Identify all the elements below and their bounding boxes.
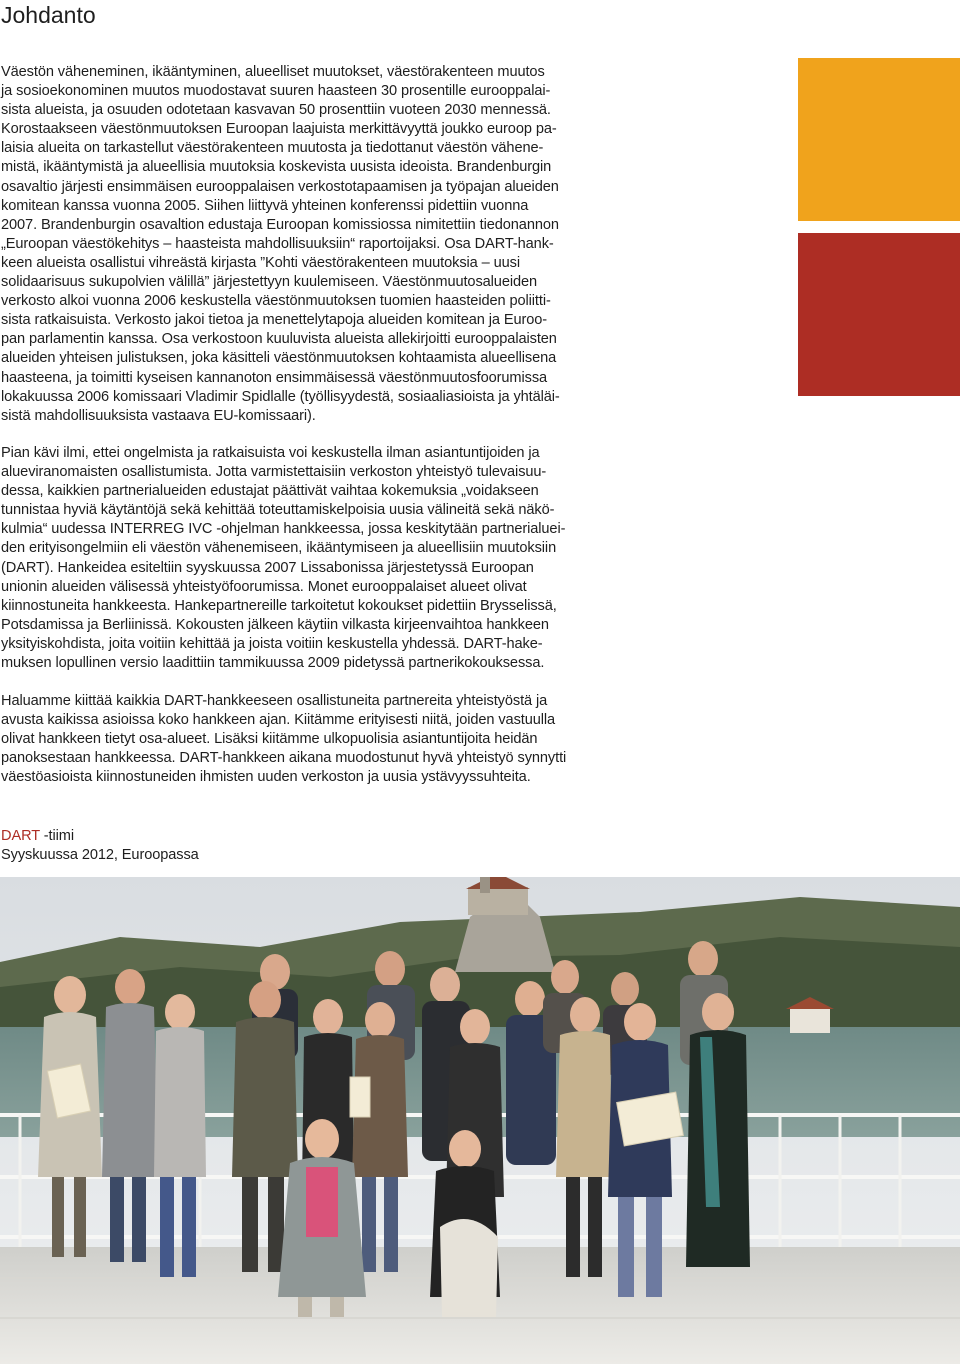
- intro-paragraph-3: Haluamme kiittää kaikkia DART-hankkeeseen osallistuneita partnereita yhteistyöstä ja avusta kaikissa asioissa koko hankkeen ajan. Kiitämme erityisesti niitä, joiden vastuulla olivat hankkeen tietyt osa-alueet. Lisäksi kiitämme ulkopuolisia asiantuntijoita heidän panoksestaan hankkeessa. DART-hankkeen aikana muodostunut hyvä yhteistyö synnytti väestöasioista kiinnostuneiden ihmisten uuden verkoston ja uusia ystävyyssuhteita.: [1, 693, 567, 786]
- group-photo: [0, 877, 960, 1364]
- signature-place-date: Syyskuussa 2012, Euroopassa: [1, 847, 199, 864]
- signature-team-suffix: -tiimi: [39, 828, 74, 844]
- intro-paragraph-1: Väestön väheneminen, ikääntyminen, alueelliset muutokset, väestörakenteen muutos ja sosioekonominen muutos muodostavat suuren haasteen 30 prosentille eurooppalai- sista alueista, ja osuuden odotetaan kasvavan 50 prosenttiin vuoteen 2030 mennessä. Korostaakseen väestönmuutoksen Euroopan laajuista merkittävyyttä joukko euroop pa- laisia alueita on tarkastellut väestörakenteen muutosta ja tiedottanut väestön vähene- mistä, ikääntymistä ja alueellisia muutoksia koskevista uusista ideoista. Brandenburgin osavaltio järjesti ensimmäisen eurooppalaisen verkostotapaamisen ja työpajan alueiden komitean kanssa vuonna 2005. Siihen liittyvä yhteinen konferenssi pidettiin vuonna 2007. Brandenburgin osavaltion edustaja Euroopan komissiossa nimitettiin tiedonannon „Euroopan väestökehitys – haasteista mahdollisuuksiin“ raportoijaksi. Osa DART-hank- keen alueista osallistui vihreästä kirjasta ”Kohti väestörakenteen muutoksia – uusi solidaarisuus sukupolvien välillä” järjestettyyn kuulemiseen. Väestönmuutosalueiden verkosto alkoi vuonna 2006 keskustella väestönmuutoksen tuomien haasteiden poliitti- sista ratkaisuista. Verkosto jakoi tietoa ja menettelytapoja alueiden komitean ja Euroo- pan parlamentin kanssa. Osa verkostoon kuuluvista alueista allekirjoitti eurooppalaisten alueiden yhteisen julistuksen, joka käsitteli väestönmuutoksen kohtaamista alueellisena haasteena, ja toimitti kyseisen kannanoton ensimmäisessä väestönmuutosfoorumissa lokakuussa 2006 komissaari Vladimir Spidlalle (työllisyydestä, sosiaaliasioista ja yhtäläi- sistä mahdollisuuksista vastaava EU-komissaari).: [1, 64, 560, 424]
- signature-team: [1, 827, 616, 846]
- page-title: Johdanto: [1, 2, 96, 28]
- signature: [1, 827, 616, 865]
- red-color-block: [798, 233, 960, 396]
- group-photo-illustration: [0, 877, 960, 1364]
- intro-paragraph-2: Pian kävi ilmi, ettei ongelmista ja ratkaisuista voi keskustella ilman asiantuntijoiden ja alueviranomaisten osallistumista. Jotta varmistettaisiin verkoston yhteistyö tulevaisuu- dessa, kaikkien partnerialueiden edustajat päättivät vaihtaa kokemuksia „voidakseen tunnistaa hyviä käytäntöjä sekä kehittää toteuttamiskelpoisia uusia välineitä sekä näkö- kulmia“ uudessa INTERREG IVC -ohjelman hankkeessa, jossa keskitytään partnerialuei- den erityisongelmiin eli väestön vähenemiseen, ikääntymiseen ja alueellisiin muutoksiin (DART). Hankeidea esiteltiin syyskuussa 2007 Lissabonissa järjestetyssä Euroopan unionin alueiden välisessä yhteistyöfoorumissa. Monet eurooppalaiset alueet olivat kiinnostuneita hankkeesta. Hankepartnereille tarkoitetut kokoukset pidettiin Brysselissä, Potsdamissa ja Berliinissä. Kokousten jälkeen käytiin vilkasta kirjeenvaihtoa hankkeen yksityiskohdista, joita voitiin kehittää ja joista voitiin keskustella yhdessä. DART-hake- muksen lopullinen versio laadittiin tammikuussa 2009 pidetyssä partnerikokouksessa.: [1, 445, 566, 672]
- signature-team-name: DART: [1, 828, 40, 844]
- orange-color-block: [798, 58, 960, 221]
